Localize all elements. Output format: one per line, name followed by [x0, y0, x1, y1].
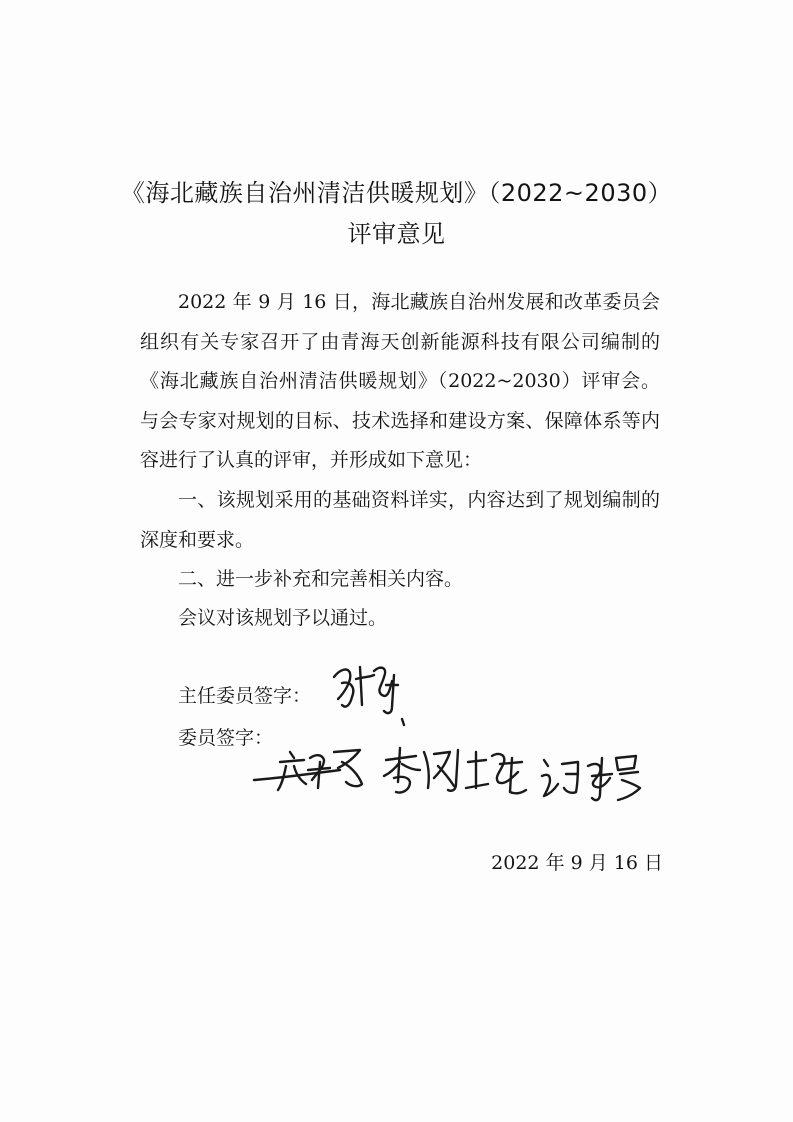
member-handwritten-signature-3	[538, 748, 648, 808]
member-signature-label: 委员签字：	[178, 727, 274, 749]
document-date: 2022 年 9 月 16 日	[491, 852, 663, 874]
member-handwritten-signature-1	[250, 740, 380, 800]
paragraph-conclusion: 会议对该规划予以通过。	[178, 607, 388, 629]
document-subtitle: 评审意见	[347, 220, 446, 248]
paragraph-intro: 2022 年 9 月 16 日，海北藏族自治州发展和改革委员会组织有关专家召开了由青海天创新能源科技有限公司编制的《海北藏族自治州清洁供暖规划》（2022~2030）评审会。与会专家对规划的目标、技术选择和建设方案、保障体系等内容进行了认真的评审，并形成如下意见：	[140, 291, 660, 471]
paragraph-opinion-1: 一、该规划采用的基础资料详实，内容达到了规划编制的深度和要求。	[140, 489, 660, 551]
paragraph-opinion-2: 二、进一步补充和完善相关内容。	[178, 568, 464, 590]
chair-signature-label: 主任委员签字：	[178, 685, 312, 707]
document-title: 《海北藏族自治州清洁供暖规划》（2022~2030）	[120, 179, 673, 207]
member-handwritten-signature-2	[380, 742, 530, 802]
chair-handwritten-signature	[326, 655, 416, 730]
